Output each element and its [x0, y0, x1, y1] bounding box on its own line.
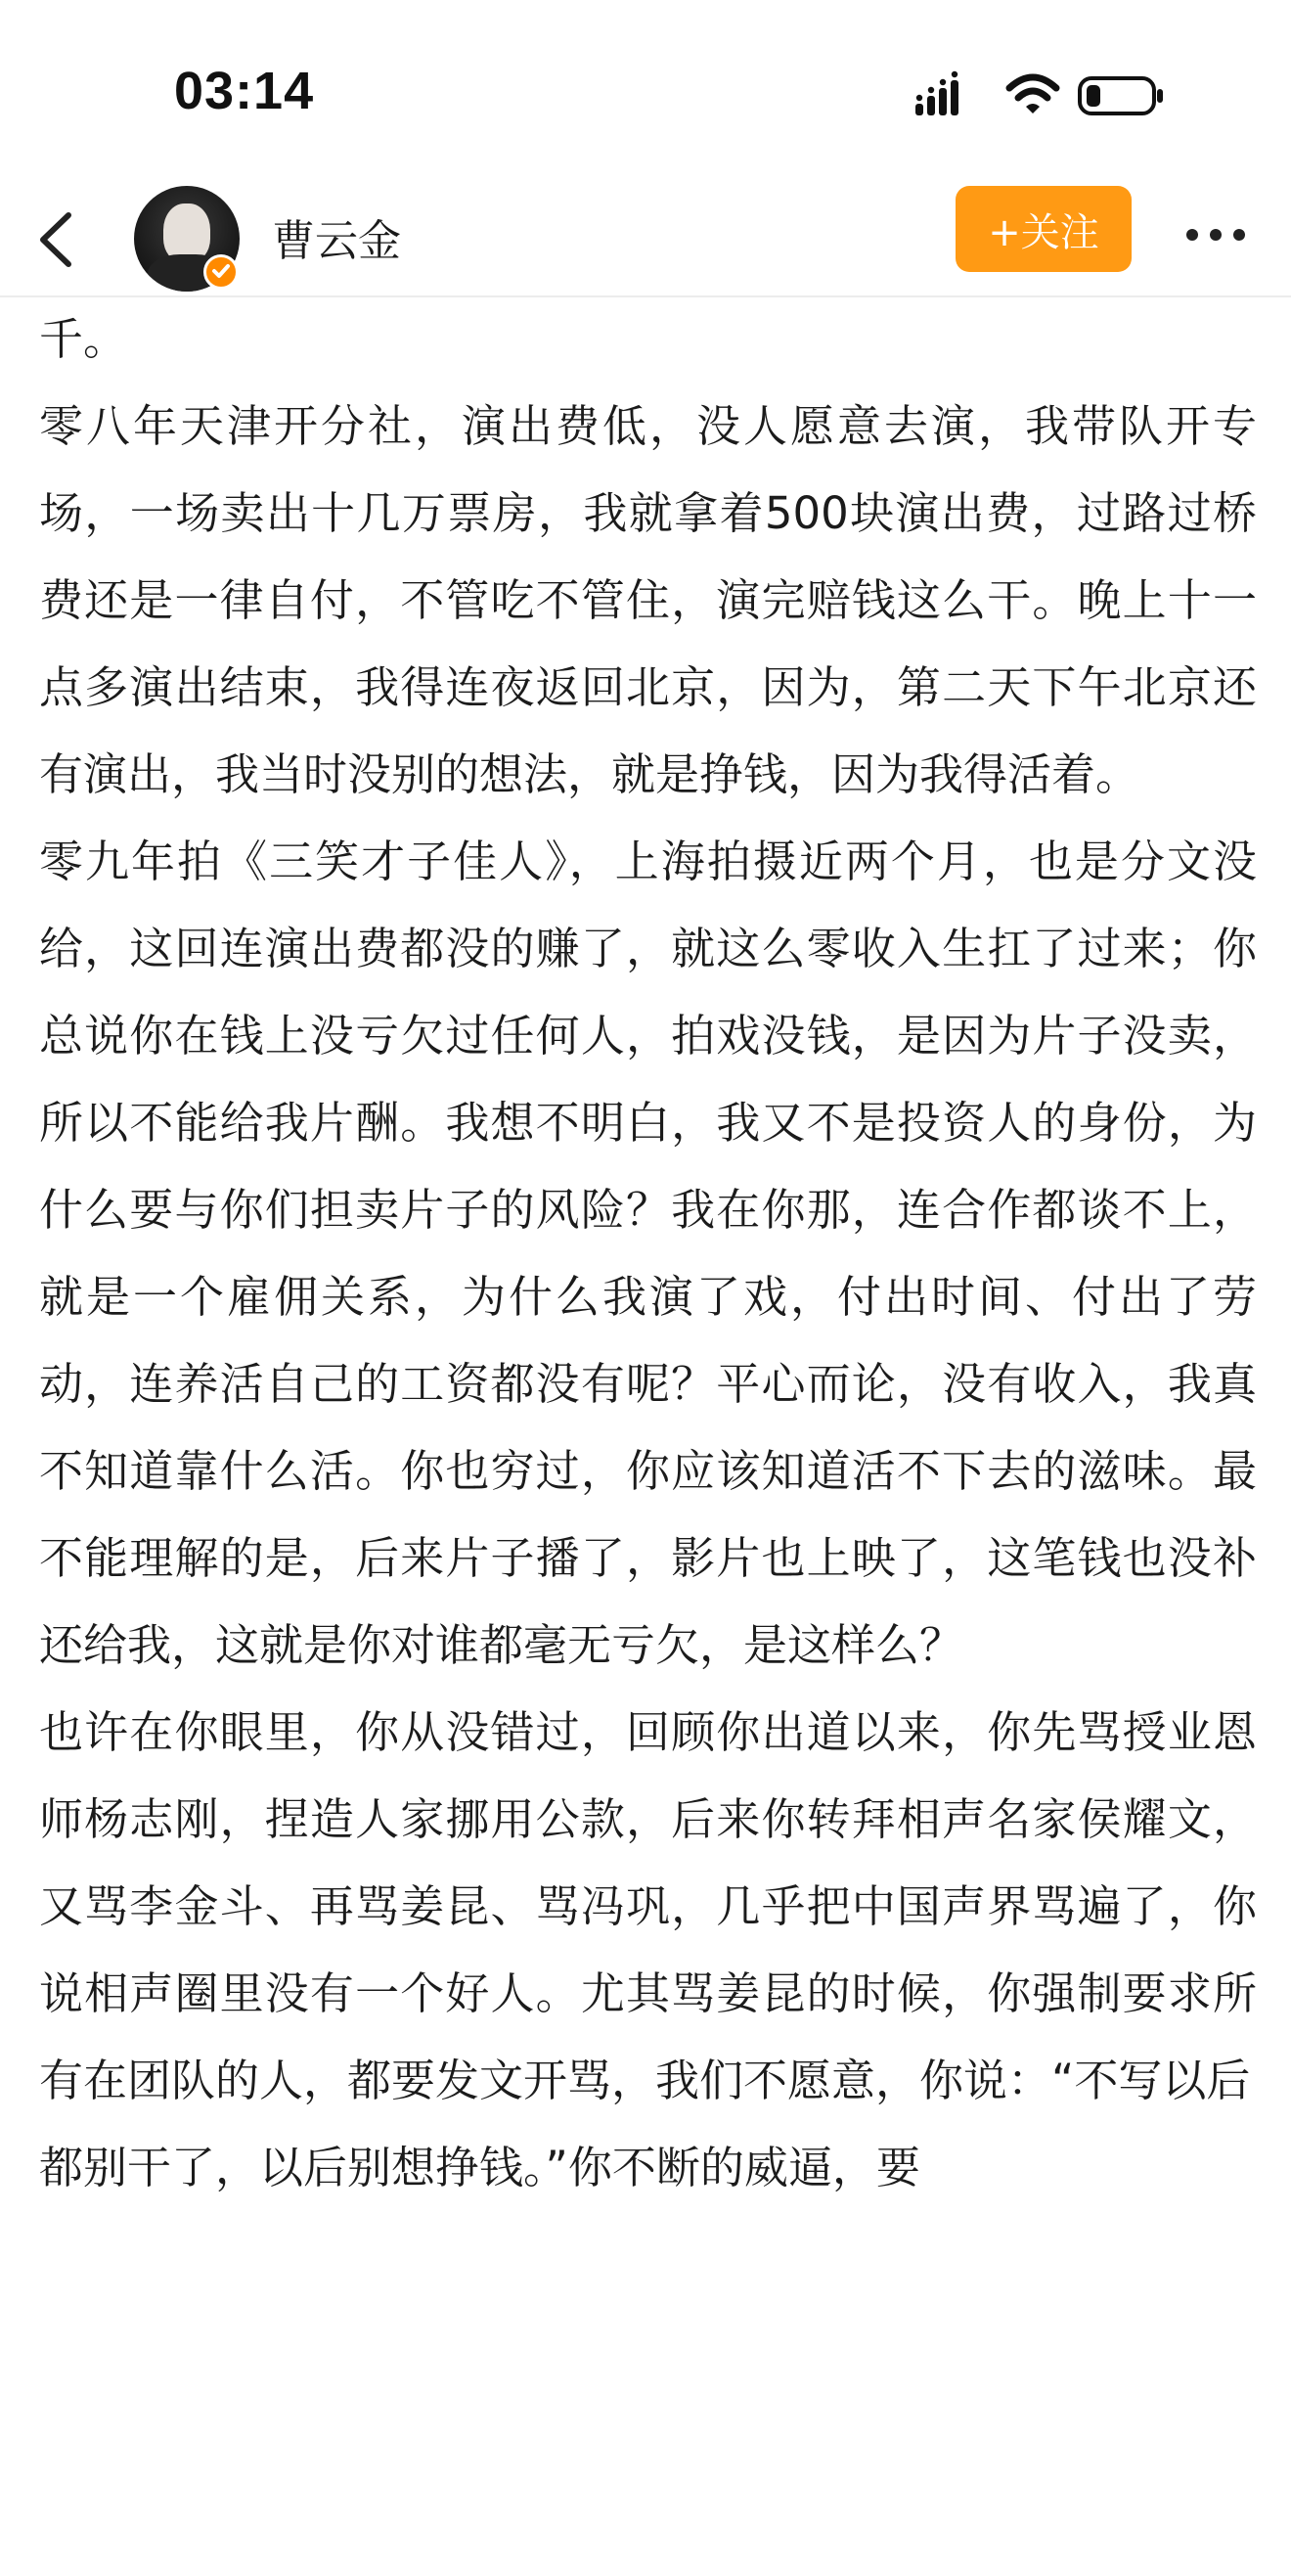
post-body — [39, 305, 1257, 2211]
signal-icon — [915, 71, 958, 115]
battery-icon — [1080, 78, 1163, 113]
status-bar — [0, 0, 1291, 186]
chevron-left-icon — [29, 207, 88, 272]
paragraph: 千。 — [39, 313, 128, 365]
profile-header — [0, 186, 1291, 297]
status-icons — [910, 68, 1183, 127]
wifi-icon — [1009, 77, 1056, 113]
paragraph: 零八年天津开分社，演出费低，没人愿意去演，我带队开专场，一场卖出十几万票房，我就拿着500块演出费，过路过桥费还是一律自付，不管吃不管住，演完赔钱这么干。晚上十一点多演出结束，我得连夜返回北京，因为，第二天下午北京还有演出，我当时没别的想法，就是挣钱，因为我得活着。 — [39, 400, 1257, 800]
follow-button[interactable]: +关注 — [956, 186, 1132, 272]
avatar-face — [163, 203, 210, 262]
username[interactable]: 曹云金 — [272, 216, 401, 266]
back-button[interactable] — [29, 207, 88, 272]
verified-badge-icon — [203, 254, 239, 290]
paragraph: 零九年拍《三笑才子佳人》，上海拍摄近两个月，也是分文没给，这回连演出费都没的赚了，就这么零收入生扛了过来；你总说你在钱上没亏欠过任何人，拍戏没钱，是因为片子没卖，所以不能给我片酬。我想不明白，我又不是投资人的身份，为什么要与你们担卖片子的风险？我在你那，连合作都谈不上，就是一个雇佣关系，为什么我演了戏，付出时间、付出了劳动，连养活自己的工资都没有呢？平心而论，没有收入，我真不知道靠什么活。你也穷过，你应该知道活不下去的滋味。最不能理解的是，后来片子播了，影片也上映了，这笔钱也没补还给我，这就是你对谁都毫无亏欠，是这样么？ — [39, 836, 1257, 1671]
more-button[interactable] — [1179, 207, 1257, 266]
paragraph: 都别干了，以后别想挣钱。”你不断的威逼，要 — [39, 2142, 920, 2193]
more-dots-icon — [1179, 207, 1257, 266]
status-time: 03:14 — [174, 62, 315, 120]
paragraph: 也许在你眼里，你从没错过，回顾你出道以来，你先骂授业恩师杨志刚，捏造人家挪用公款，后来你转拜相声名家侯耀文，又骂李金斗、再骂姜昆、骂冯巩，几乎把中国声界骂遍了，你说相声圈里没有一个好人。尤其骂姜昆的时候，你强制要求所有在团队的人，都要发文开骂，我们不愿意，你说：“不写以后 — [39, 1706, 1257, 2106]
